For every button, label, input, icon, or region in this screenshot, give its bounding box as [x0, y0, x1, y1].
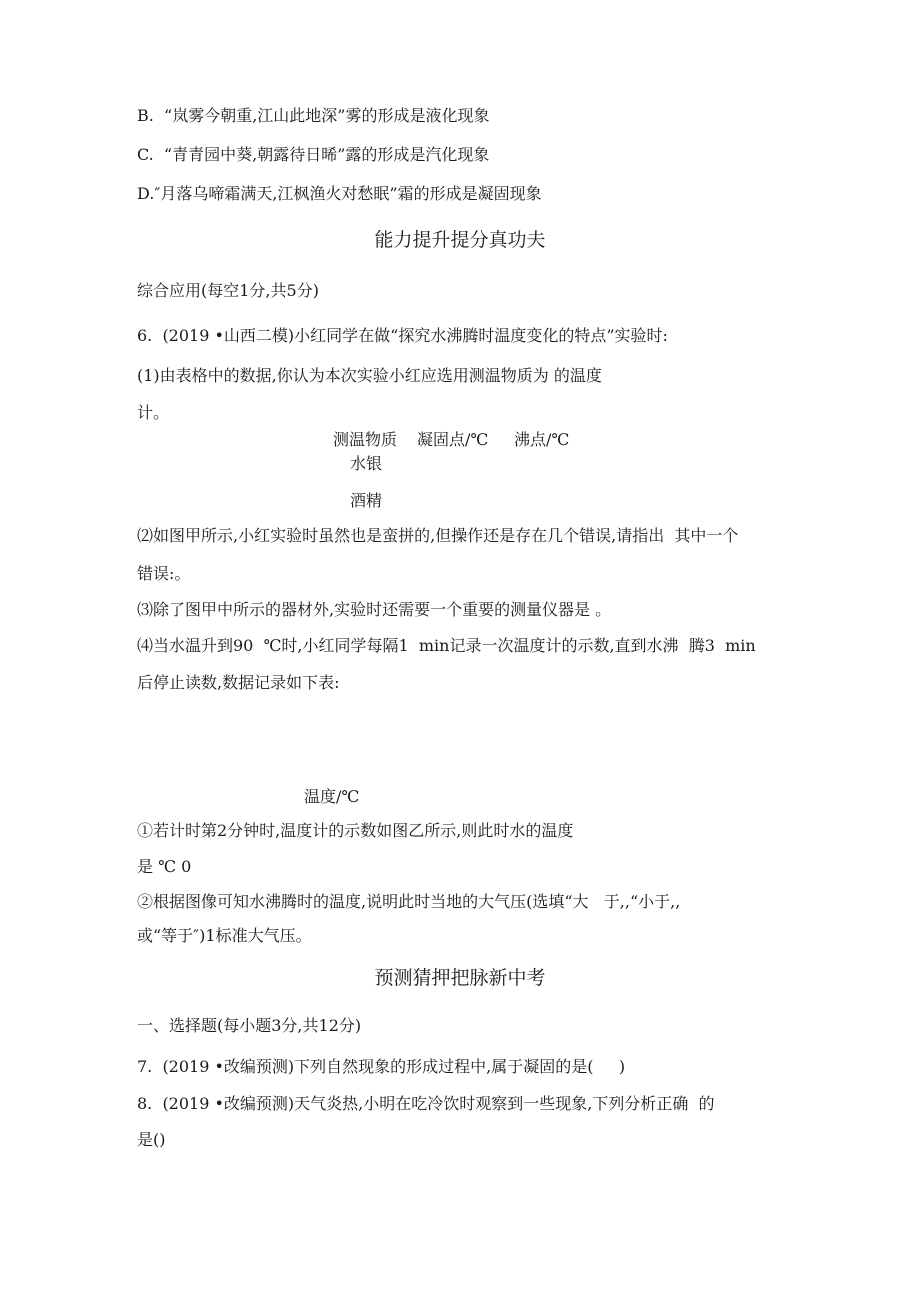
question-6-part2-line2: 错误:。 [137, 564, 191, 583]
section-title-ability: 能力提升提分真功夫 [374, 229, 546, 251]
question-6-stem: 6. (2019 •山西二模)小红同学在做“探究水沸腾时温度变化的特点”实验时: [137, 326, 668, 345]
table-header-boiling-point: 沸点/℃ [514, 430, 570, 449]
section-title-prediction: 预测猜押把脉新中考 [374, 967, 546, 989]
table-row-alcohol: 酒精 [350, 491, 383, 510]
question-6-sub1-line2: 是 ℃ 0 [137, 857, 192, 876]
section-subtitle-comprehensive: 综合应用(每空1分,共5分) [137, 281, 319, 300]
option-d: D.″月落乌啼霜满天,江枫渔火对愁眠”霜的形成是凝固现象 [137, 184, 542, 203]
table-row-mercury: 水银 [350, 454, 383, 473]
option-b: B. “岚雾今朝重,江山此地深”雾的形成是液化现象 [137, 106, 490, 125]
question-6-sub2-line2: 或“等于″)1标准大气压。 [137, 926, 312, 945]
question-6-part1-line1: (1)由表格中的数据,你认为本次实验小红应选用测温物质为 的温度 [137, 366, 602, 385]
question-6-sub2-line1: ②根据图像可知水沸腾时的温度,说明此时当地的大气压(选填“大 于,,“小于,, [137, 892, 681, 911]
question-8-line1: 8. (2019 •改编预测)天气炎热,小明在吃冷饮时观察到一些现象,下列分析正确 的 [137, 1094, 715, 1113]
question-6-sub1-line1: ①若计时第2分钟时,温度计的示数如图乙所示,则此时水的温度 [137, 821, 574, 840]
section-subtitle-choice: 一、选择题(每小题3分,共12分) [137, 1016, 362, 1035]
question-8-line2: 是() [137, 1130, 166, 1149]
table-header-freezing-point: 凝固点/℃ [417, 430, 489, 449]
question-6-part4-line2: 后停止读数,数据记录如下表: [137, 673, 340, 692]
table-header-substance: 测温物质 [333, 430, 398, 449]
question-6-part4-line1: ⑷当水温升到90 ℃时,小红同学每隔1 min记录一次温度计的示数,直到水沸 腾3 min [137, 636, 756, 655]
question-6-part2-line1: ⑵如图甲所示,小红实验时虽然也是蛮拼的,但操作还是存在几个错误,请指出 其中一个 [137, 526, 739, 545]
option-c: C. “青青园中葵,朝露待日晞”露的形成是汽化现象 [137, 145, 490, 164]
question-6-part1-line2: 计。 [137, 403, 170, 422]
temperature-label: 温度/℃ [304, 787, 360, 806]
question-6-part3: ⑶除了图甲中所示的器材外,实验时还需要一个重要的测量仪器是 。 [137, 600, 612, 619]
question-7: 7. (2019 •改编预测)下列自然现象的形成过程中,属于凝固的是( ) [137, 1057, 626, 1076]
